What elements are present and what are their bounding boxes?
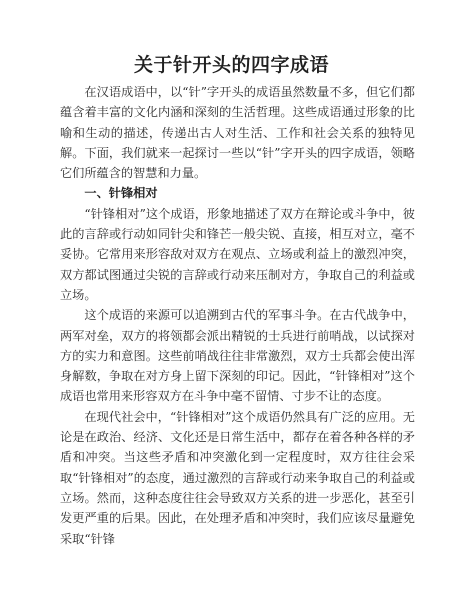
document-body bbox=[60, 82, 415, 549]
section-paragraph-3: 在现代社会中，“针锋相对”这个成语仍然具有广泛的应用。无论是在政治、经济、文化还是日常生活中，都存在着各种各样的矛盾和冲突。当这些矛盾和冲突激化到一定程度时，双方往往会采取“针锋相对”的态度，通过激烈的言辞或行动来争取自己的利益或立场。然而，这种态度往往会导致双方关系的进一步恶化，甚至引发更严重的后果。因此，在处理矛盾和冲突时，我们应该尽量避免采取“针锋 bbox=[60, 409, 415, 546]
section-paragraph-2: 这个成语的来源可以追溯到古代的军事斗争。在古代战争中，两军对垒，双方的将领都会派出精锐的士兵进行前哨战，以试探对方的实力和意图。这些前哨战往往非常激烈，双方士兵都会使出浑身解数，争取在对方身上留下深刻的印记。因此，“针锋相对”这个成语也常用来形容双方在斗争中毫不留情、寸步不让的态度。 bbox=[60, 308, 415, 404]
intro-paragraph: 在汉语成语中，以“针”字开头的成语虽然数量不多，但它们都蕴含着丰富的文化内涵和深刻的生活哲理。这些成语通过形象的比喻和生动的描述，传递出古人对生活、工作和社会关系的独特见解。下面，我们就来一起探讨一些以“针”字开头的四字成语，领略它们所蕴含的智慧和力量。 bbox=[60, 85, 415, 181]
section-paragraph-1: “针锋相对”这个成语，形象地描述了双方在辩论或斗争中，彼此的言辞或行动如同针尖和锋芒一般尖锐、直接，相互对立，毫不妥协。它常用来形容敌对双方在观点、立场或利益上的激烈冲突，双方都试图通过尖锐的言辞或行动来压制对方，争取自己的利益或立场。 bbox=[60, 206, 415, 302]
document-title: 关于针开头的四字成语 bbox=[133, 54, 329, 76]
section-heading: 一、针锋相对 bbox=[84, 186, 158, 201]
